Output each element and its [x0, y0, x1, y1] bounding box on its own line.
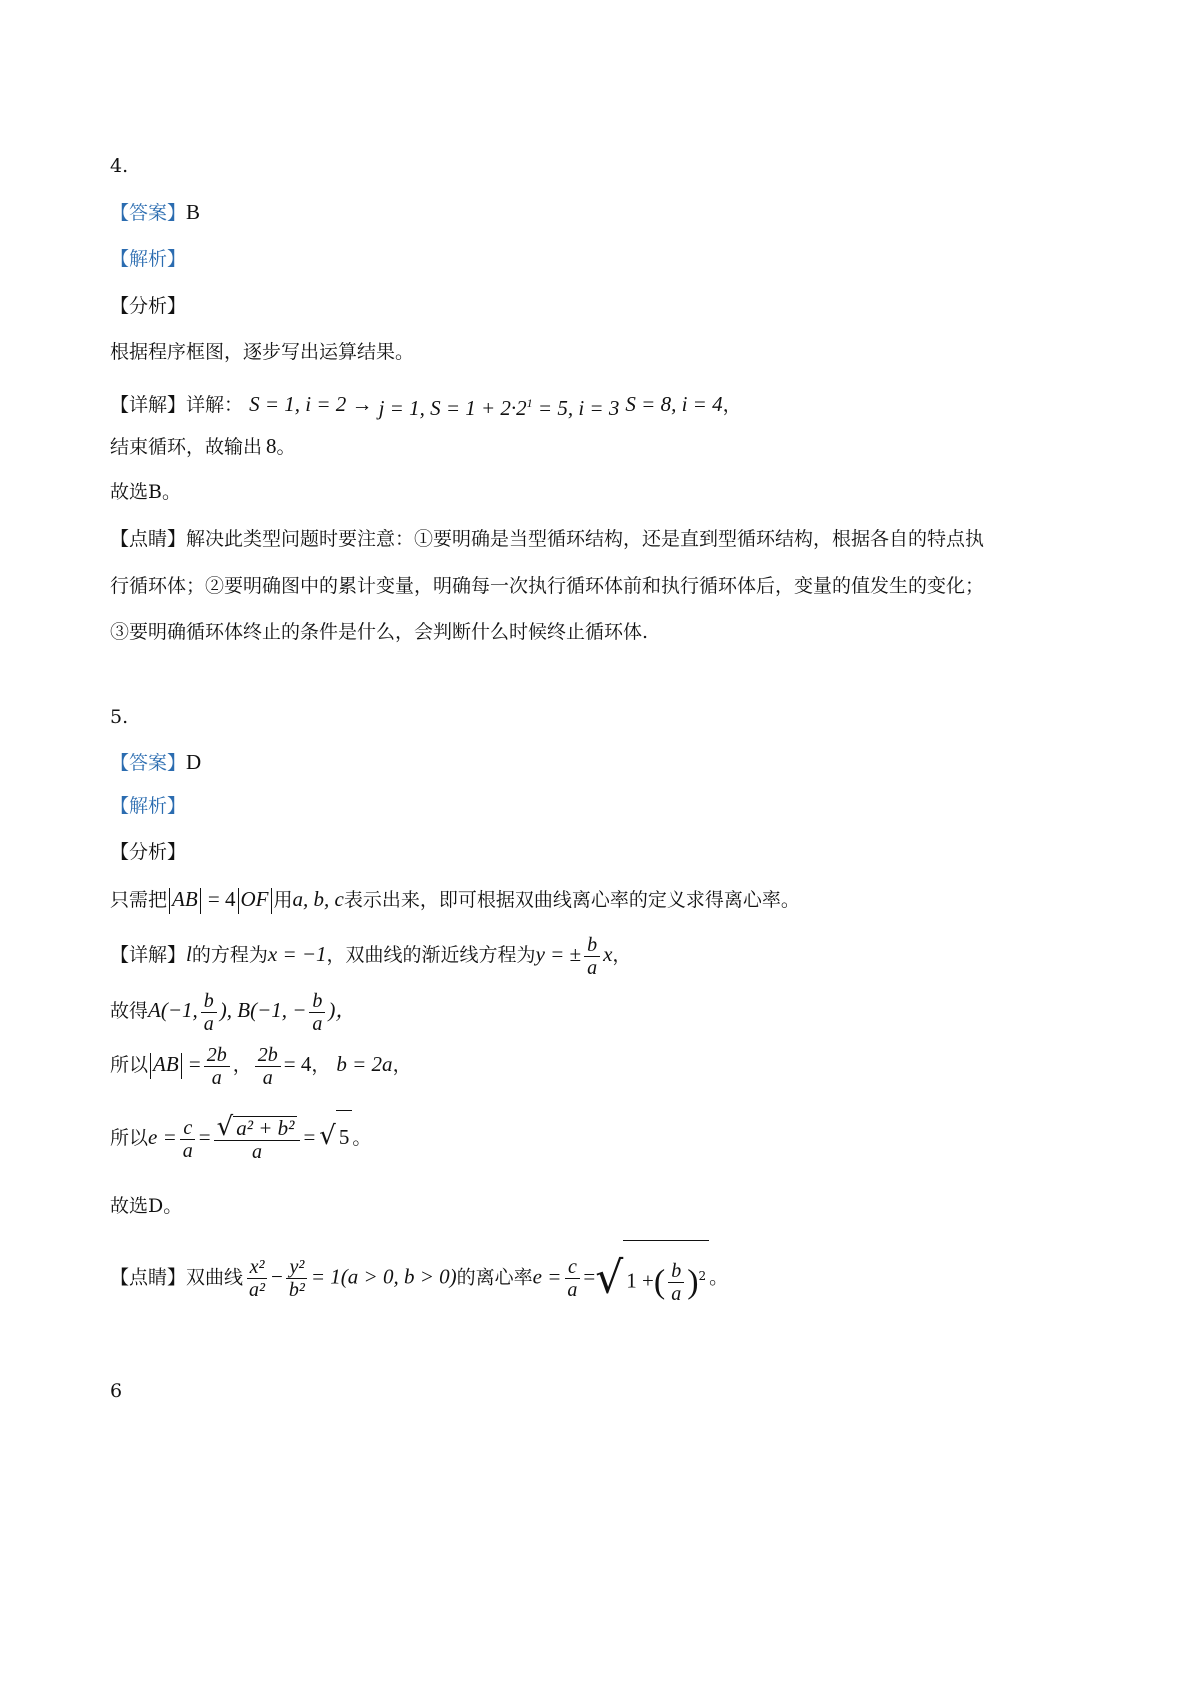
q4-fenxi-tag: 【分析】 — [110, 295, 187, 317]
q5-e-frac1: $\frac{c}{a}$ — [180, 1117, 196, 1162]
q4-answer-value: B — [186, 200, 201, 224]
q5-tip-frac-ba: $\frac{b}{a}$ — [668, 1260, 684, 1305]
q5-tip-frac-c: $\frac{c}{a}$ — [564, 1256, 580, 1301]
q5-tip-frac-x: $\frac{\text{x²}}{\text{a²}}$ — [246, 1256, 268, 1301]
q5-ab-frac1: $\frac{2b}{a}$ — [204, 1044, 230, 1089]
q4-detail-tag: 【详解】 — [110, 394, 187, 416]
q5-answer-value: D — [186, 750, 202, 774]
q5-fenxi-of: OF — [240, 887, 269, 911]
q4-choose: 故选B。 — [110, 481, 181, 503]
q5-fenxi-line: 只需把 AB = 4 OF 用a, b, c表示出来，即可根据双曲线离心率的定义求得离心率。 — [110, 885, 800, 914]
q6-number: 6 — [110, 1380, 123, 1402]
q5-fenxi-ab: AB — [172, 887, 198, 911]
q5-tip-tag: 【点睛】 — [110, 1266, 187, 1289]
q5-detail-tag: 【详解】 — [110, 944, 187, 966]
q5-ab-line: 所以 AB = $\frac{2b}{a}$ ， $\frac{2b}{a}$ = 4， b = 2a， — [110, 1043, 412, 1089]
q5-e-line: 所以e = $\frac{c}{a}$ = $\frac{\text{√ a² + b²}}{a}$ = √ 5 。 — [110, 1111, 372, 1163]
q4-detail-math3: S = 8, i = 4 — [625, 392, 723, 416]
q5-fenxi-tag: 【分析】 — [110, 841, 187, 863]
q4-analysis-tag: 【解析】 — [110, 248, 187, 270]
q4-tip-line1: 【点睛】解决此类型问题时要注意：①要明确是当型循环结构，还是直到型循环结构，根据各自的特点执 — [110, 528, 985, 550]
q5-fenxi-abc: a, b, c — [292, 887, 344, 911]
q4-number: 4. — [110, 155, 129, 177]
q5-points-line: 故得A(−1, $\frac{b}{a}$ ), B(−1, − $\frac{b}{a}$ )， — [110, 989, 357, 1035]
q4-tip-tag: 【点睛】 — [110, 528, 187, 550]
q4-detail-math2: j = 1, $S = 1 + 2\cdot 2^1 = 5$, i = 3 — [378, 396, 620, 420]
q5-tip-frac-y: $\frac{\text{y²}}{\text{b²}}$ — [286, 1256, 308, 1301]
q5-analysis-tag: 【解析】 — [110, 795, 187, 817]
q5-detail-line: 【详解】l的方程为x = −1，双曲线的渐近线方程为y = ± $\frac{b}{a}$ x， — [110, 933, 632, 979]
q4-detail-line — [110, 385, 742, 419]
q4-tip-line2: 行循环体；②要明确图中的累计变量，明确每一次执行循环体前和执行循环体后，变量的值发生的变化； — [110, 575, 985, 597]
q5-choose: 故选D。 — [110, 1195, 183, 1217]
q5-asymptote-frac: $\frac{b}{a}$ — [584, 934, 600, 979]
q4-fenxi-text: 根据程序框图，逐步写出运算结果。 — [110, 341, 415, 363]
q5-ab-frac2: $\frac{2b}{a}$ — [255, 1044, 281, 1089]
q4-result-value: 8 — [266, 434, 277, 458]
q4-result-line: 结束循环，故输出 8。 — [110, 434, 296, 458]
q4-detail-end: ， — [722, 394, 742, 416]
q5-number: 5. — [110, 706, 129, 728]
q5-answer-tag: 【答案】 — [110, 752, 187, 774]
q4-answer-line — [110, 198, 200, 227]
q5-point-b-frac: $\frac{b}{a}$ — [309, 990, 325, 1035]
q4-detail-prefix: 详解： — [186, 394, 244, 416]
q5-point-a-frac: $\frac{b}{a}$ — [201, 990, 217, 1035]
q5-answer-line — [110, 748, 201, 777]
q5-e-frac2: $\frac{\text{√ a² + b²}}{a}$ — [214, 1116, 301, 1163]
q4-tip-line3: ③要明确循环体终止的条件是什么，会判断什么时候终止循环体. — [110, 621, 649, 643]
q4-detail-math1: S = 1, i = 2 → — [249, 392, 373, 416]
q5-tip-line: 【点睛】双曲线 $\frac{\text{x²}}{\text{a²}}$ − $\frac{\text{y²}}{\text{b²}}$ = 1(a > 0, b > 0)的离心率e = $\frac{c}{a}$ =√ 1 +( $\frac{b}{a}$ )$^2$ 。 — [110, 1240, 728, 1317]
q4-answer-tag: 【答案】 — [110, 202, 187, 224]
